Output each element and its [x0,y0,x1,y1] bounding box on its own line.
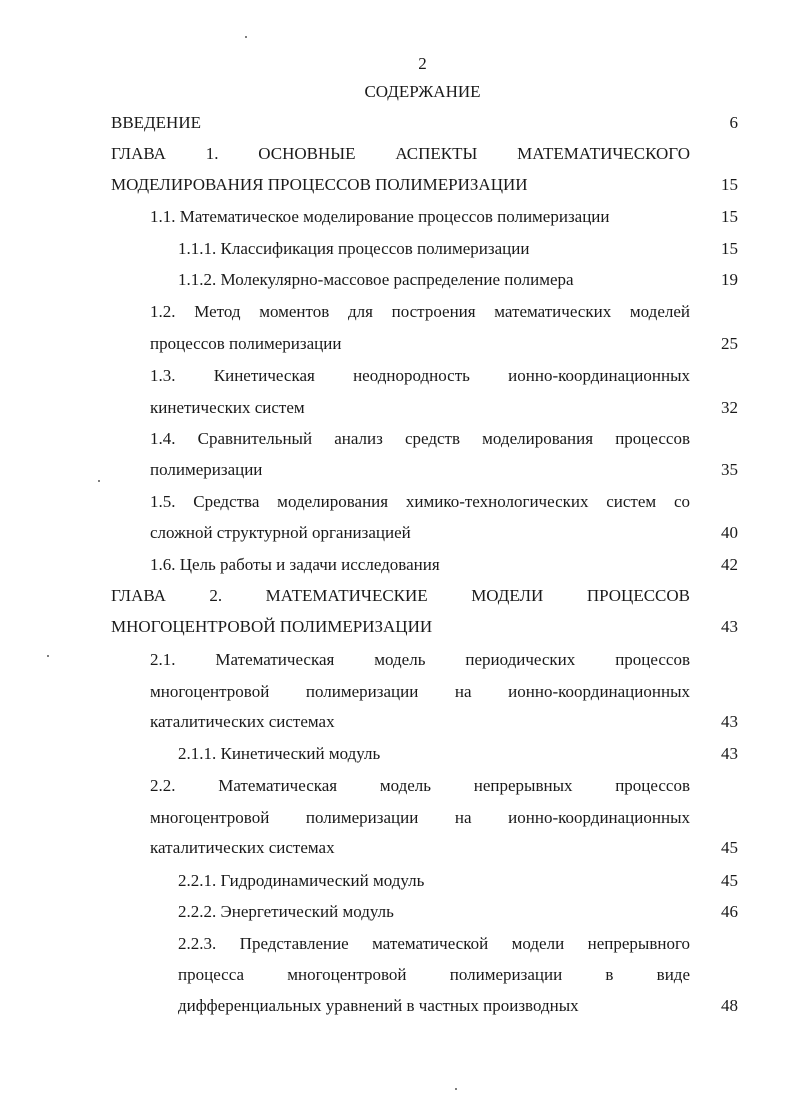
toc-page-number: 43 [721,617,738,636]
toc-page-number: 15 [721,175,738,194]
scan-speck [245,36,247,38]
toc-page-number: 40 [721,523,738,542]
toc-entry-line: процессов полимеризации [150,334,342,353]
toc-entry-line: каталитических системах [150,838,335,857]
toc-entry-line: сложной структурной организацией [150,523,411,542]
scan-speck [47,655,49,657]
toc-entry-line: многоцентровой полимеризации на ионно-координационных [150,682,690,701]
toc-entry-line: 1.1.2. Молекулярно-массовое распределение полимера [178,270,574,289]
toc-entry-line: каталитических системах [150,712,335,731]
scan-speck [98,480,100,482]
toc-entry-line: 2.2. Математическая модель непрерывных процессов [150,776,690,795]
toc-page-number: 15 [721,239,738,258]
toc-entry-line: дифференциальных уравнений в частных производных [178,996,579,1015]
toc-page-number: 43 [721,744,738,763]
toc-entry-line: МОДЕЛИРОВАНИЯ ПРОЦЕССОВ ПОЛИМЕРИЗАЦИИ [111,175,528,194]
toc-page-number: 45 [721,838,738,857]
toc-entry-line: процесса многоцентровой полимеризации в виде [178,965,690,984]
toc-entry-line: ГЛАВА 2. МАТЕМАТИЧЕСКИЕ МОДЕЛИ ПРОЦЕССОВ [111,586,690,605]
toc-entry-line: 1.2. Метод моментов для построения математических моделей [150,302,690,321]
toc-page-number: 43 [721,712,738,731]
toc-page-number: 48 [721,996,738,1015]
toc-entry-line: 2.1. Математическая модель периодических процессов [150,650,690,669]
toc-page-number: 32 [721,398,738,417]
toc-page-number: 45 [721,871,738,890]
toc-entry-line: 1.6. Цель работы и задачи исследования [150,555,440,574]
toc-entry-line: МНОГОЦЕНТРОВОЙ ПОЛИМЕРИЗАЦИИ [111,617,433,636]
toc-entry-line: ГЛАВА 1. ОСНОВНЫЕ АСПЕКТЫ МАТЕМАТИЧЕСКОГО [111,144,690,163]
toc-entry-line: многоцентровой полимеризации на ионно-координационных [150,808,690,827]
toc-page-number: 42 [721,555,738,574]
toc-entry-line: 1.1.1. Классификация процессов полимеризации [178,239,530,258]
toc-entry-line: 1.1. Математическое моделирование процессов полимеризации [150,207,610,226]
toc-page-number: 46 [721,902,738,921]
toc-entry-line: 2.2.3. Представление математической модели непрерывного [178,934,690,953]
toc-page-number: 19 [721,270,738,289]
page-title: СОДЕРЖАНИЕ [364,82,481,101]
toc-entry-line: полимеризации [150,460,263,479]
toc-page-number: 25 [721,334,738,353]
toc-page-number: 35 [721,460,738,479]
toc-entry-line: 1.3. Кинетическая неоднородность ионно-координационных [150,366,690,385]
page-number: 2 [418,54,427,73]
toc-entry-line: 2.1.1. Кинетический модуль [178,744,381,763]
toc-entry-line: 2.2.1. Гидродинамический модуль [178,871,425,890]
toc-entry-line: ВВЕДЕНИЕ [111,113,201,132]
scan-speck [455,1088,457,1090]
toc-entry-line: кинетических систем [150,398,305,417]
toc-entry-line: 1.4. Сравнительный анализ средств моделирования процессов [150,429,690,448]
toc-entry-line: 2.2.2. Энергетический модуль [178,902,394,921]
toc-page-number: 15 [721,207,738,226]
toc-page-number: 6 [729,113,738,132]
toc-entry-line: 1.5. Средства моделирования химико-технологических систем со [150,492,690,511]
